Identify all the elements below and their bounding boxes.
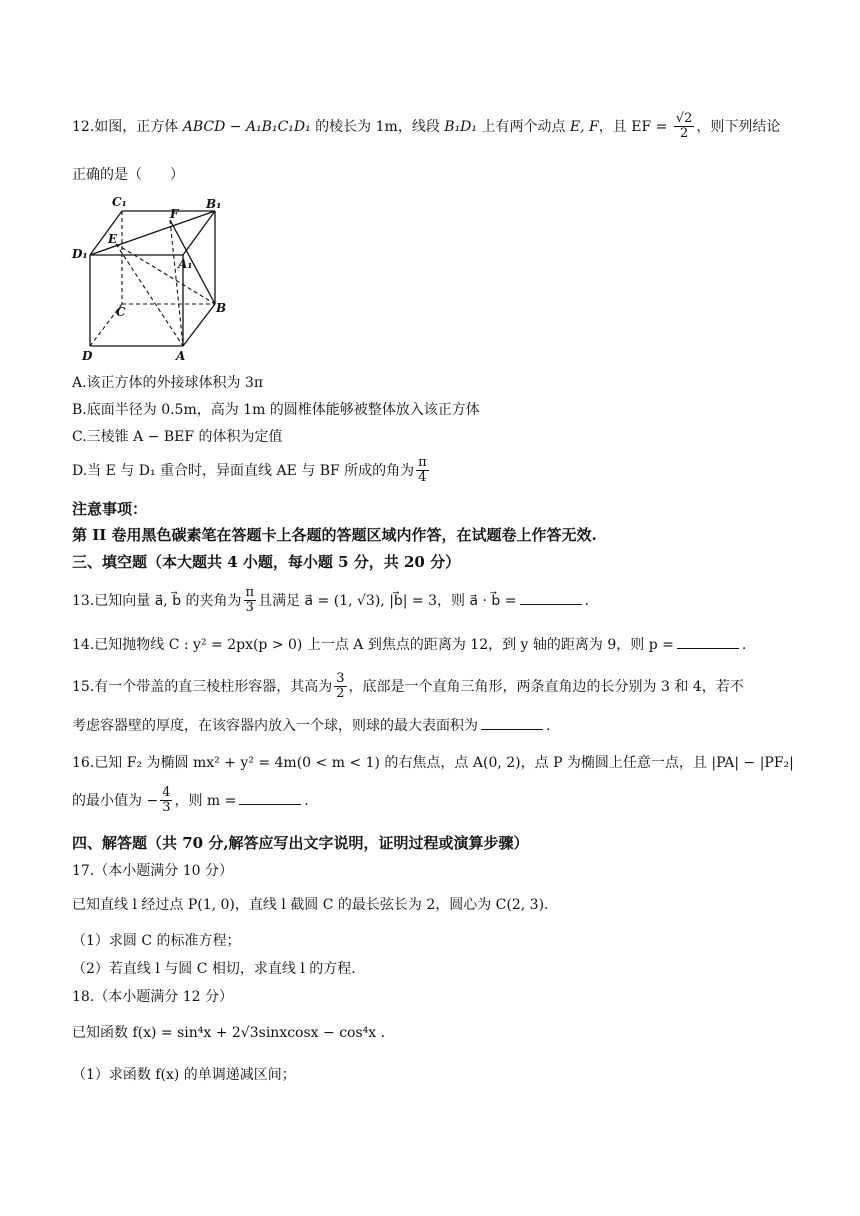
label-a1: A₁: [178, 257, 193, 271]
q15-line2: [72, 717, 550, 735]
label-b: B: [216, 301, 227, 315]
label-d1: D₁: [72, 247, 88, 261]
q14-answer-blank[interactable]: [677, 647, 739, 649]
q12-text-e: ，则下列结论: [696, 118, 781, 135]
q16-text-a: 的最小值为 −: [72, 792, 159, 809]
section4-title: 四、解答题（共 70 分,解答应写出文字说明，证明过程或演算步骤）: [72, 834, 529, 852]
q13-end: .: [584, 592, 589, 609]
q12-option-b: B.底面半径为 0.5m，高为 1m 的圆椎体能够被整体放入该正方体: [72, 402, 480, 418]
q15-frac: [334, 672, 346, 702]
hidden-segment-f-a: [170, 220, 183, 346]
q16-line2: [72, 786, 309, 816]
q12-points: E, F: [569, 118, 599, 135]
q14-line: [72, 636, 746, 654]
q12-option-a: A.该正方体的外接球体积为 3π: [72, 375, 264, 391]
q12-frac-num: √2: [675, 111, 693, 126]
q15-text-b: ，底部是一个直角三角形，两条直角边的长分别为 3 和 4，若不: [348, 678, 744, 695]
q16-frac-num: 4: [162, 785, 171, 800]
q15-end: .: [546, 718, 551, 734]
q12-option-d-den: 4: [418, 470, 427, 486]
q13-answer-blank[interactable]: [520, 603, 582, 605]
q15-answer-blank[interactable]: [481, 728, 543, 730]
q13-text-b: 且满足 a⃗ = (1, √3), |b⃗| = 3，则 a⃗ · b⃗ =: [258, 592, 517, 609]
q12-line2: 正确的是（ ）: [72, 167, 184, 183]
q16-text-b: ，则 m =: [174, 792, 237, 809]
q15-text-a: 15.有一个带盖的直三棱柱形容器，其高为: [72, 678, 333, 695]
cube-figure: [70, 196, 240, 364]
q15-frac-den: 2: [336, 686, 345, 702]
q13-text-a: 13.已知向量 a⃗, b⃗ 的夹角为: [72, 592, 242, 609]
q13-frac: [244, 586, 257, 616]
edge-d1-c1: [90, 211, 122, 255]
q15-frac-num: 3: [336, 671, 345, 686]
q12-option-d: [72, 456, 431, 486]
q13-frac-num: π: [245, 585, 255, 600]
q12-text-c: 上有两个动点: [477, 118, 570, 135]
q12-fraction: [674, 112, 695, 142]
q17-part1: （1）求圆 C 的标准方程；: [72, 933, 241, 949]
q16-answer-blank[interactable]: [239, 803, 301, 805]
q12-line1: [72, 112, 780, 142]
q12-text-a: 12.如图，正方体: [72, 118, 183, 135]
notice-text: 第 II 卷用黑色碳素笔在答题卡上各题的答题区域内作答，在试题卷上作答无效.: [72, 526, 597, 544]
q13-frac-den: 3: [245, 600, 254, 616]
q16-frac-den: 3: [162, 800, 171, 816]
q12-text-d: ，且 EF =: [598, 118, 672, 135]
label-a: A: [176, 349, 186, 363]
hidden-segment-e-a: [116, 244, 183, 346]
q18-part1: （1）求函数 f(x) 的单调递减区间；: [72, 1067, 296, 1083]
q12-text-b: 的棱长为 1m，线段: [310, 118, 445, 135]
q12-frac-den: 2: [679, 126, 689, 142]
q12-option-d-frac: [416, 456, 429, 486]
q14-end: .: [741, 637, 747, 653]
q17-head: 17.（本小题满分 10 分）: [72, 863, 233, 879]
q12-option-c: C.三棱锥 A − BEF 的体积为定值: [72, 429, 283, 445]
q16-frac: [160, 786, 172, 816]
section3-title: 三、填空题（本大题共 4 小题，每小题 5 分，共 20 分）: [72, 553, 461, 571]
label-c: C: [116, 305, 126, 319]
q18-text: 已知函数 f(x) = sin⁴x + 2√3sinxcosx − cos⁴x .: [72, 1025, 386, 1041]
q16-line1: 16.已知 F₂ 为椭圆 mx² + y² = 4m(0 < m < 1) 的右焦点，点 A(0, 2)，点 P 为椭圆上任意一点，且 |PA| − |PF₂|: [72, 755, 794, 771]
q12-segment: B₁D₁: [444, 118, 478, 135]
q17-part2: （2）若直线 l 与圆 C 相切，求直线 l 的方程.: [72, 961, 356, 977]
edge-b1-a1: [183, 211, 215, 255]
label-c1: C₁: [112, 196, 127, 209]
q12-option-d-num: π: [418, 455, 427, 470]
edge-b-a: [183, 304, 215, 346]
hidden-segment-e-b: [116, 244, 215, 304]
label-b1: B₁: [206, 197, 222, 211]
q13-line: [72, 586, 589, 616]
q12-cube-name: ABCD − A₁B₁C₁D₁: [182, 118, 311, 135]
label-e: E: [108, 232, 118, 246]
q15-line1: [72, 672, 744, 702]
q14-text: 14.已知抛物线 C : y² = 2px(p > 0) 上一点 A 到焦点的距离为 12，到 y 轴的距离为 9，则 p =: [72, 637, 674, 653]
label-f: F: [170, 207, 179, 221]
q17-text: 已知直线 l 经过点 P(1, 0)，直线 l 截圆 C 的最长弦长为 2，圆心为 C(2, 3).: [72, 897, 549, 913]
label-d: D: [82, 349, 93, 363]
q15-text-line2: 考虑容器壁的厚度，在该容器内放入一个球，则球的最大表面积为: [72, 718, 478, 734]
notice-title: 注意事项：: [72, 500, 148, 518]
q16-end: .: [304, 792, 309, 809]
q18-head: 18.（本小题满分 12 分）: [72, 989, 233, 1005]
q12-option-d-text: D.当 E 与 D₁ 重合时，异面直线 AE 与 BF 所成的角为: [72, 462, 415, 479]
